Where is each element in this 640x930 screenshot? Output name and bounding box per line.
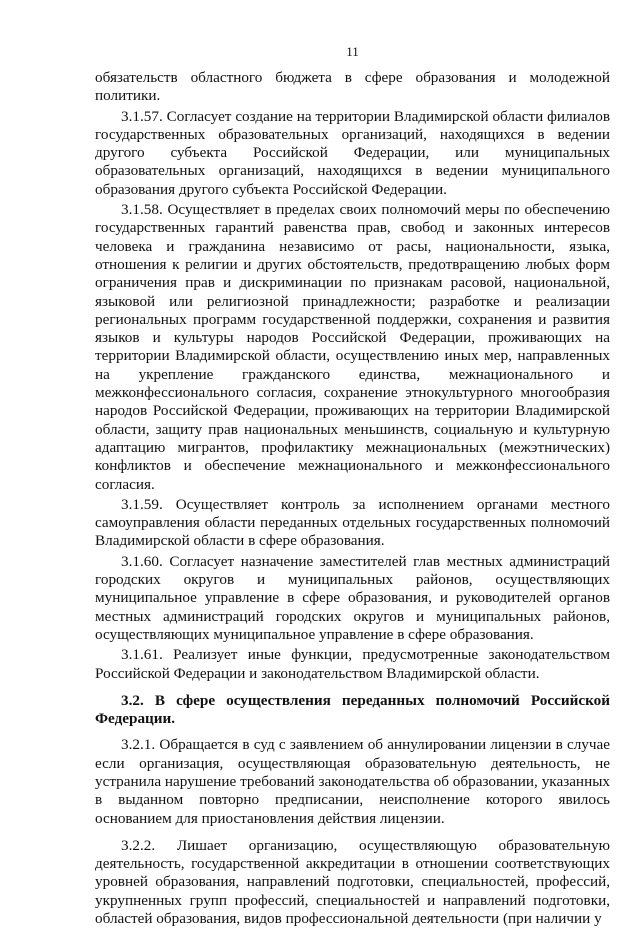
paragraph-3-1-59: 3.1.59. Осуществляет контроль за исполнением органами местного самоуправления области переданных отдельных государственных полномочий Владимирской области в сфере образования. xyxy=(95,495,610,550)
paragraph-3-1-58: 3.1.58. Осуществляет в пределах своих полномочий меры по обеспечению государственных гарантий равенства прав, свобод и законных интересов человека и гражданина независимо от расы, национальности, языка, отношения к религии и других обстоятельств, предотвращению любых форм ограничения прав и дискриминации по признакам расовой, национальной, языковой или религиозной принадлежности; разработке и реализации региональных программ государственной поддержки, сохранения и развития языков и культуры народов Российской Федерации, проживающих на территории Владимирской области, осуществлению иных мер, направленных на укрепление гражданского единства, межнационального и межконфессионального согласия, сохранение этнокультурного многообразия народов Российской Федерации, проживающих на территории Владимирской области, защиту прав национальных меньшинств, социальную и культурную адаптацию мигрантов, профилактику межнациональных (межэтнических) конфликтов и обеспечение межнационального и межконфессионального согласия. xyxy=(95,201,610,493)
paragraph-3-2-1: 3.2.1. Обращается в суд с заявлением об аннулировании лицензии в случае если организация, осуществляющая образовательную деятельность, не устранила нарушение требований законодательства об образовании, указанных в выданном повторно предписании, неисполнение которого явилось основанием для приостановления действия лицензии. xyxy=(95,736,610,827)
paragraph-3-1-61: 3.1.61. Реализует иные функции, предусмотренные законодательством Российской Федерации и законодательством Владимирской области. xyxy=(95,646,610,682)
document-body xyxy=(95,69,610,930)
section-heading-3-2: 3.2. В сфере осуществления переданных полномочий Российской Федерации. xyxy=(95,691,610,728)
paragraph-continuation: обязательств областного бюджета в сфере образования и молодежной политики. xyxy=(95,69,610,105)
page-number: 11 xyxy=(346,44,359,59)
paragraph-3-1-60: 3.1.60. Согласует назначение заместителей глав местных администраций городских округов и муниципальных районов, осуществляющих муниципальное управление в сфере образования, и руководителей органов местных администраций городских округов и муниципальных районов, осуществляющих муниципальное управление в сфере образования. xyxy=(95,552,610,643)
paragraph-3-2-2: 3.2.2. Лишает организацию, осуществляющую образовательную деятельность, государственной аккредитации в отношении соответствующих уровней образования, направлений подготовки, специальностей, профессий, укрупненных групп профессий, специальностей и направлений подготовки, областей образования, видов профессиональной деятельности (при наличии у xyxy=(95,836,610,928)
paragraph-3-1-57: 3.1.57. Согласует создание на территории Владимирской области филиалов государственных образовательных организаций, находящихся в ведении другого субъекта Российской Федерации, или муниципальных образовательных организаций, находящихся в ведении муниципального образования другого субъекта Российской Федерации. xyxy=(95,107,610,198)
